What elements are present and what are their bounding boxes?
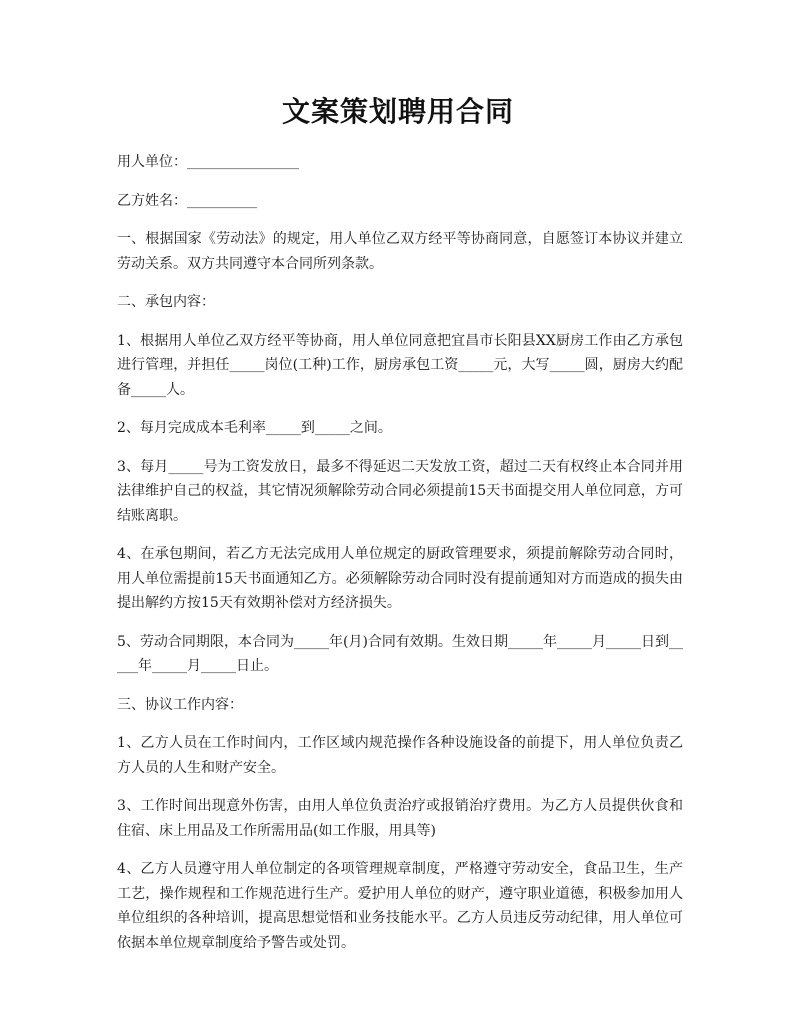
employer-line: 用人单位：________________ [117,154,299,170]
section-heading-contract-content: 二、承包内容： [117,294,215,310]
clause-paragraph: 5、劳动合同期限，本合同为_____年(月)合同有效期。生效日期_____年_____月_____日到_____年_____月_____日止。 [117,633,683,674]
clause-paragraph: 1、根据用人单位乙双方经平等协商，用人单位同意把宜昌市长阳县XX厨房工作由乙方承包进行管理，并担任_____岗位(工种)工作，厨房承包工资_____元，大写_____圆，厨房大约配备_____人。 [117,332,683,398]
section-heading-work-content: 三、协议工作内容： [117,696,243,713]
document-title: 文案策划聘用合同 [281,95,514,128]
clause-paragraph: 4、乙方人员遵守用人单位制定的各项管理规章制度，严格遵守劳动安全，食品卫生，生产工艺，操作规程和工作规范进行生产。爱护用人单位的财产，遵守职业道德，积极参加用人单位组织的各种培训，提高思想觉悟和业务技能水平。乙方人员违反劳动纪律，用人单位可依据本单位规章制度给予警告或处罚。 [117,861,683,951]
clause-paragraph: 4、在承包期间，若乙方无法完成用人单位规定的厨政管理要求，须提前解除劳动合同时，用人单位需提前15天书面通知乙方。必须解除劳动合同时没有提前通知对方而造成的损失由提出解约方按15天有效期补偿对方经济损失。 [117,546,683,611]
party-b-name-line: 乙方姓名：__________ [117,192,257,209]
document-body [117,150,683,969]
clause-paragraph: 3、工作时间出现意外伤害，由用人单位负责治疗或报销治疗费用。为乙方人员提供伙食和住宿、床上用品及工作所需用品(如工作服，用具等) [117,798,683,839]
clause-intro: 一、根据国家《劳动法》的规定，用人单位乙双方经平等协商同意，自愿签订本协议并建立劳动关系。双方共同遵守本合同所列条款。 [117,231,683,272]
clause-paragraph: 3、每月_____号为工资发放日，最多不得延迟二天发放工资，超过二天有权终止本合同并用法律维护自己的权益，其它情况须解除劳动合同必须提前15天书面提交用人单位同意，方可结账离职。 [117,458,683,524]
clause-paragraph: 1、乙方人员在工作时间内，工作区域内规范操作各种设施设备的前提下，用人单位负责乙方人员的人生和财产安全。 [117,735,683,776]
clause-paragraph: 2、每月完成成本毛利率_____到_____之间。 [117,420,392,436]
